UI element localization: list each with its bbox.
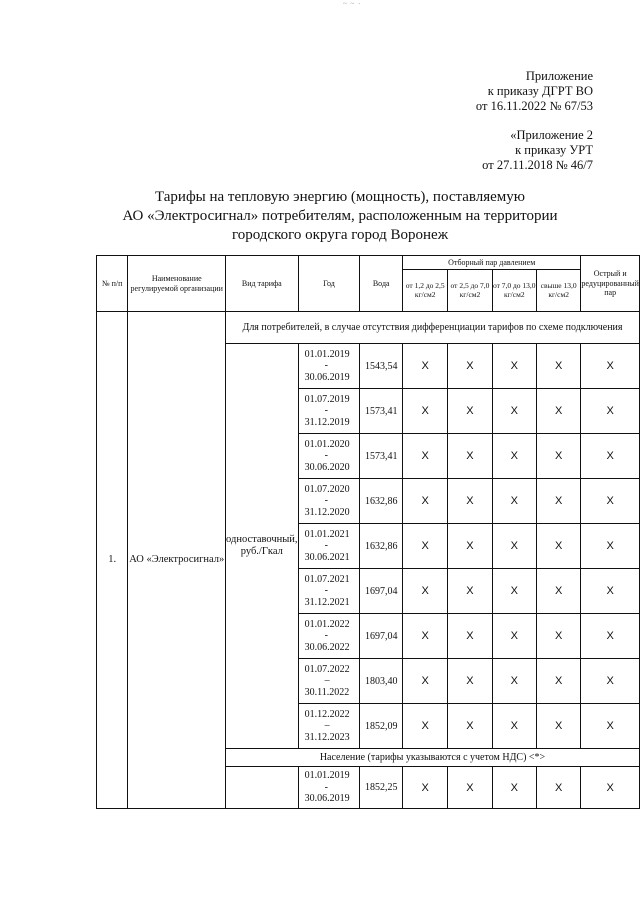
not-applicable-mark: X bbox=[536, 569, 580, 614]
period-dash: - bbox=[324, 405, 328, 417]
not-applicable-mark: X bbox=[492, 434, 536, 479]
prior-order-header-line: «Приложение 2 bbox=[510, 128, 593, 142]
not-applicable-mark: X bbox=[403, 524, 448, 569]
period-from: 01.01.2019 bbox=[304, 348, 350, 360]
period-from: 01.01.2019 bbox=[304, 770, 350, 782]
header-tariff-type: Вид тарифа bbox=[226, 256, 299, 312]
not-applicable-mark: X bbox=[403, 344, 448, 389]
not-applicable-mark: X bbox=[581, 524, 640, 569]
period-cell bbox=[298, 569, 360, 614]
header-pressure-2: от 2,5 до 7,0 кг/см2 bbox=[448, 270, 492, 312]
section-title: Население (тарифы указываются с учетом НДС) <*> bbox=[226, 749, 640, 767]
period-from: 01.01.2021 bbox=[304, 528, 350, 540]
not-applicable-mark: X bbox=[536, 434, 580, 479]
section-row bbox=[97, 312, 640, 344]
not-applicable-mark: X bbox=[403, 614, 448, 659]
not-applicable-mark: X bbox=[448, 479, 492, 524]
not-applicable-mark: X bbox=[448, 704, 492, 749]
not-applicable-mark: X bbox=[536, 704, 580, 749]
not-applicable-mark: X bbox=[536, 614, 580, 659]
not-applicable-mark: X bbox=[492, 479, 536, 524]
not-applicable-mark: X bbox=[581, 344, 640, 389]
period-to: 30.06.2022 bbox=[304, 641, 350, 653]
period-cell bbox=[298, 389, 360, 434]
period-dash: - bbox=[324, 360, 328, 372]
prior-order-header-line: от 27.11.2018 № 46/7 bbox=[482, 158, 593, 172]
not-applicable-mark: X bbox=[403, 704, 448, 749]
not-applicable-mark: X bbox=[536, 767, 580, 809]
period-cell bbox=[298, 659, 360, 704]
water-tariff: 1697,04 bbox=[360, 614, 403, 659]
prior-order-header-line: к приказу УРТ bbox=[515, 143, 593, 157]
period-to: 30.06.2020 bbox=[304, 461, 350, 473]
not-applicable-mark: X bbox=[448, 569, 492, 614]
period-cell bbox=[298, 704, 360, 749]
water-tariff: 1852,25 bbox=[360, 767, 403, 809]
water-tariff: 1632,86 bbox=[360, 524, 403, 569]
not-applicable-mark: X bbox=[448, 344, 492, 389]
not-applicable-mark: X bbox=[581, 704, 640, 749]
period-from: 01.07.2020 bbox=[304, 483, 350, 495]
period-to: 31.12.2021 bbox=[304, 596, 350, 608]
water-tariff: 1852,09 bbox=[360, 704, 403, 749]
water-tariff: 1573,41 bbox=[360, 389, 403, 434]
period-to: 30.11.2022 bbox=[304, 686, 350, 698]
not-applicable-mark: X bbox=[492, 344, 536, 389]
period-to: 31.12.2020 bbox=[304, 506, 350, 518]
scan-mark: ~ ~ · bbox=[343, 0, 362, 8]
not-applicable-mark: X bbox=[403, 569, 448, 614]
period-cell bbox=[298, 434, 360, 479]
water-tariff: 1632,86 bbox=[360, 479, 403, 524]
title-line: АО «Электросигнал» потребителям, расположенным на территории bbox=[122, 208, 558, 224]
not-applicable-mark: X bbox=[581, 659, 640, 704]
order-header bbox=[476, 69, 593, 114]
period-dash: - bbox=[324, 495, 328, 507]
not-applicable-mark: X bbox=[536, 389, 580, 434]
not-applicable-mark: X bbox=[492, 389, 536, 434]
not-applicable-mark: X bbox=[448, 434, 492, 479]
not-applicable-mark: X bbox=[581, 389, 640, 434]
not-applicable-mark: X bbox=[492, 659, 536, 704]
document-title bbox=[90, 188, 590, 245]
tariff-table bbox=[96, 255, 640, 809]
water-tariff: 1697,04 bbox=[360, 569, 403, 614]
tariff-type-empty bbox=[226, 767, 299, 809]
water-tariff: 1573,41 bbox=[360, 434, 403, 479]
not-applicable-mark: X bbox=[403, 389, 448, 434]
header-water: Вода bbox=[360, 256, 403, 312]
water-tariff: 1803,40 bbox=[360, 659, 403, 704]
row-number: 1. bbox=[97, 312, 128, 809]
period-cell bbox=[298, 524, 360, 569]
order-header-line: к приказу ДГРТ ВО bbox=[487, 84, 593, 98]
period-to: 31.12.2023 bbox=[304, 731, 350, 743]
not-applicable-mark: X bbox=[536, 479, 580, 524]
not-applicable-mark: X bbox=[492, 767, 536, 809]
not-applicable-mark: X bbox=[492, 524, 536, 569]
period-dash: - bbox=[324, 781, 328, 793]
title-line: городского округа город Воронеж bbox=[231, 227, 449, 243]
period-to: 30.06.2019 bbox=[304, 371, 350, 383]
not-applicable-mark: X bbox=[403, 767, 448, 809]
period-from: 01.07.2021 bbox=[304, 573, 350, 585]
section-title: Для потребителей, в случае отсутствия дифференциации тарифов по схеме подключения bbox=[226, 312, 640, 344]
not-applicable-mark: X bbox=[403, 434, 448, 479]
period-from: 01.12.2022 bbox=[304, 708, 350, 720]
order-header-line: Приложение bbox=[525, 69, 593, 83]
not-applicable-mark: X bbox=[448, 389, 492, 434]
not-applicable-mark: X bbox=[581, 569, 640, 614]
header-sharp-steam: Острый и редуцированный пар bbox=[581, 256, 640, 312]
organization-name: АО «Электросигнал» bbox=[128, 312, 226, 809]
header-pressure-4: свыше 13,0 кг/см2 bbox=[536, 270, 580, 312]
not-applicable-mark: X bbox=[581, 434, 640, 479]
title-line: Тарифы на тепловую энергию (мощность), поставляемую bbox=[154, 189, 526, 205]
not-applicable-mark: X bbox=[581, 614, 640, 659]
not-applicable-mark: X bbox=[448, 524, 492, 569]
period-cell bbox=[298, 344, 360, 389]
period-to: 30.06.2019 bbox=[304, 793, 350, 805]
header-year: Год bbox=[298, 256, 360, 312]
not-applicable-mark: X bbox=[492, 614, 536, 659]
period-from: 01.01.2022 bbox=[304, 618, 350, 630]
period-to: 30.06.2021 bbox=[304, 551, 350, 563]
not-applicable-mark: X bbox=[403, 659, 448, 704]
not-applicable-mark: X bbox=[492, 569, 536, 614]
period-from: 01.07.2022 bbox=[304, 663, 350, 675]
period-dash: - bbox=[324, 450, 328, 462]
period-dash: - bbox=[324, 585, 328, 597]
water-tariff: 1543,54 bbox=[360, 344, 403, 389]
header-num: № п/п bbox=[97, 256, 128, 312]
period-from: 01.01.2020 bbox=[304, 438, 350, 450]
header-steam-group: Отборный пар давлением bbox=[403, 256, 581, 270]
header-pressure-1: от 1,2 до 2,5 кг/см2 bbox=[403, 270, 448, 312]
not-applicable-mark: X bbox=[581, 479, 640, 524]
header-org: Наименование регулируемой организации bbox=[128, 256, 226, 312]
period-from: 01.07.2019 bbox=[304, 393, 350, 405]
period-dash: – bbox=[324, 675, 330, 687]
order-header-line: от 16.11.2022 № 67/53 bbox=[475, 99, 593, 113]
not-applicable-mark: X bbox=[492, 704, 536, 749]
prior-order-header bbox=[482, 128, 593, 173]
period-cell bbox=[298, 479, 360, 524]
period-dash: – bbox=[324, 720, 330, 732]
period-to: 31.12.2019 bbox=[304, 416, 350, 428]
not-applicable-mark: X bbox=[536, 344, 580, 389]
period-cell bbox=[298, 614, 360, 659]
period-dash: - bbox=[324, 540, 328, 552]
not-applicable-mark: X bbox=[448, 614, 492, 659]
period-dash: - bbox=[324, 630, 328, 642]
not-applicable-mark: X bbox=[536, 659, 580, 704]
tariff-type: одноставочный, руб./Гкал bbox=[226, 344, 299, 749]
not-applicable-mark: X bbox=[403, 479, 448, 524]
not-applicable-mark: X bbox=[448, 767, 492, 809]
period-cell bbox=[298, 767, 360, 809]
not-applicable-mark: X bbox=[581, 767, 640, 809]
not-applicable-mark: X bbox=[536, 524, 580, 569]
not-applicable-mark: X bbox=[448, 659, 492, 704]
header-pressure-3: от 7,0 до 13,0 кг/см2 bbox=[492, 270, 536, 312]
